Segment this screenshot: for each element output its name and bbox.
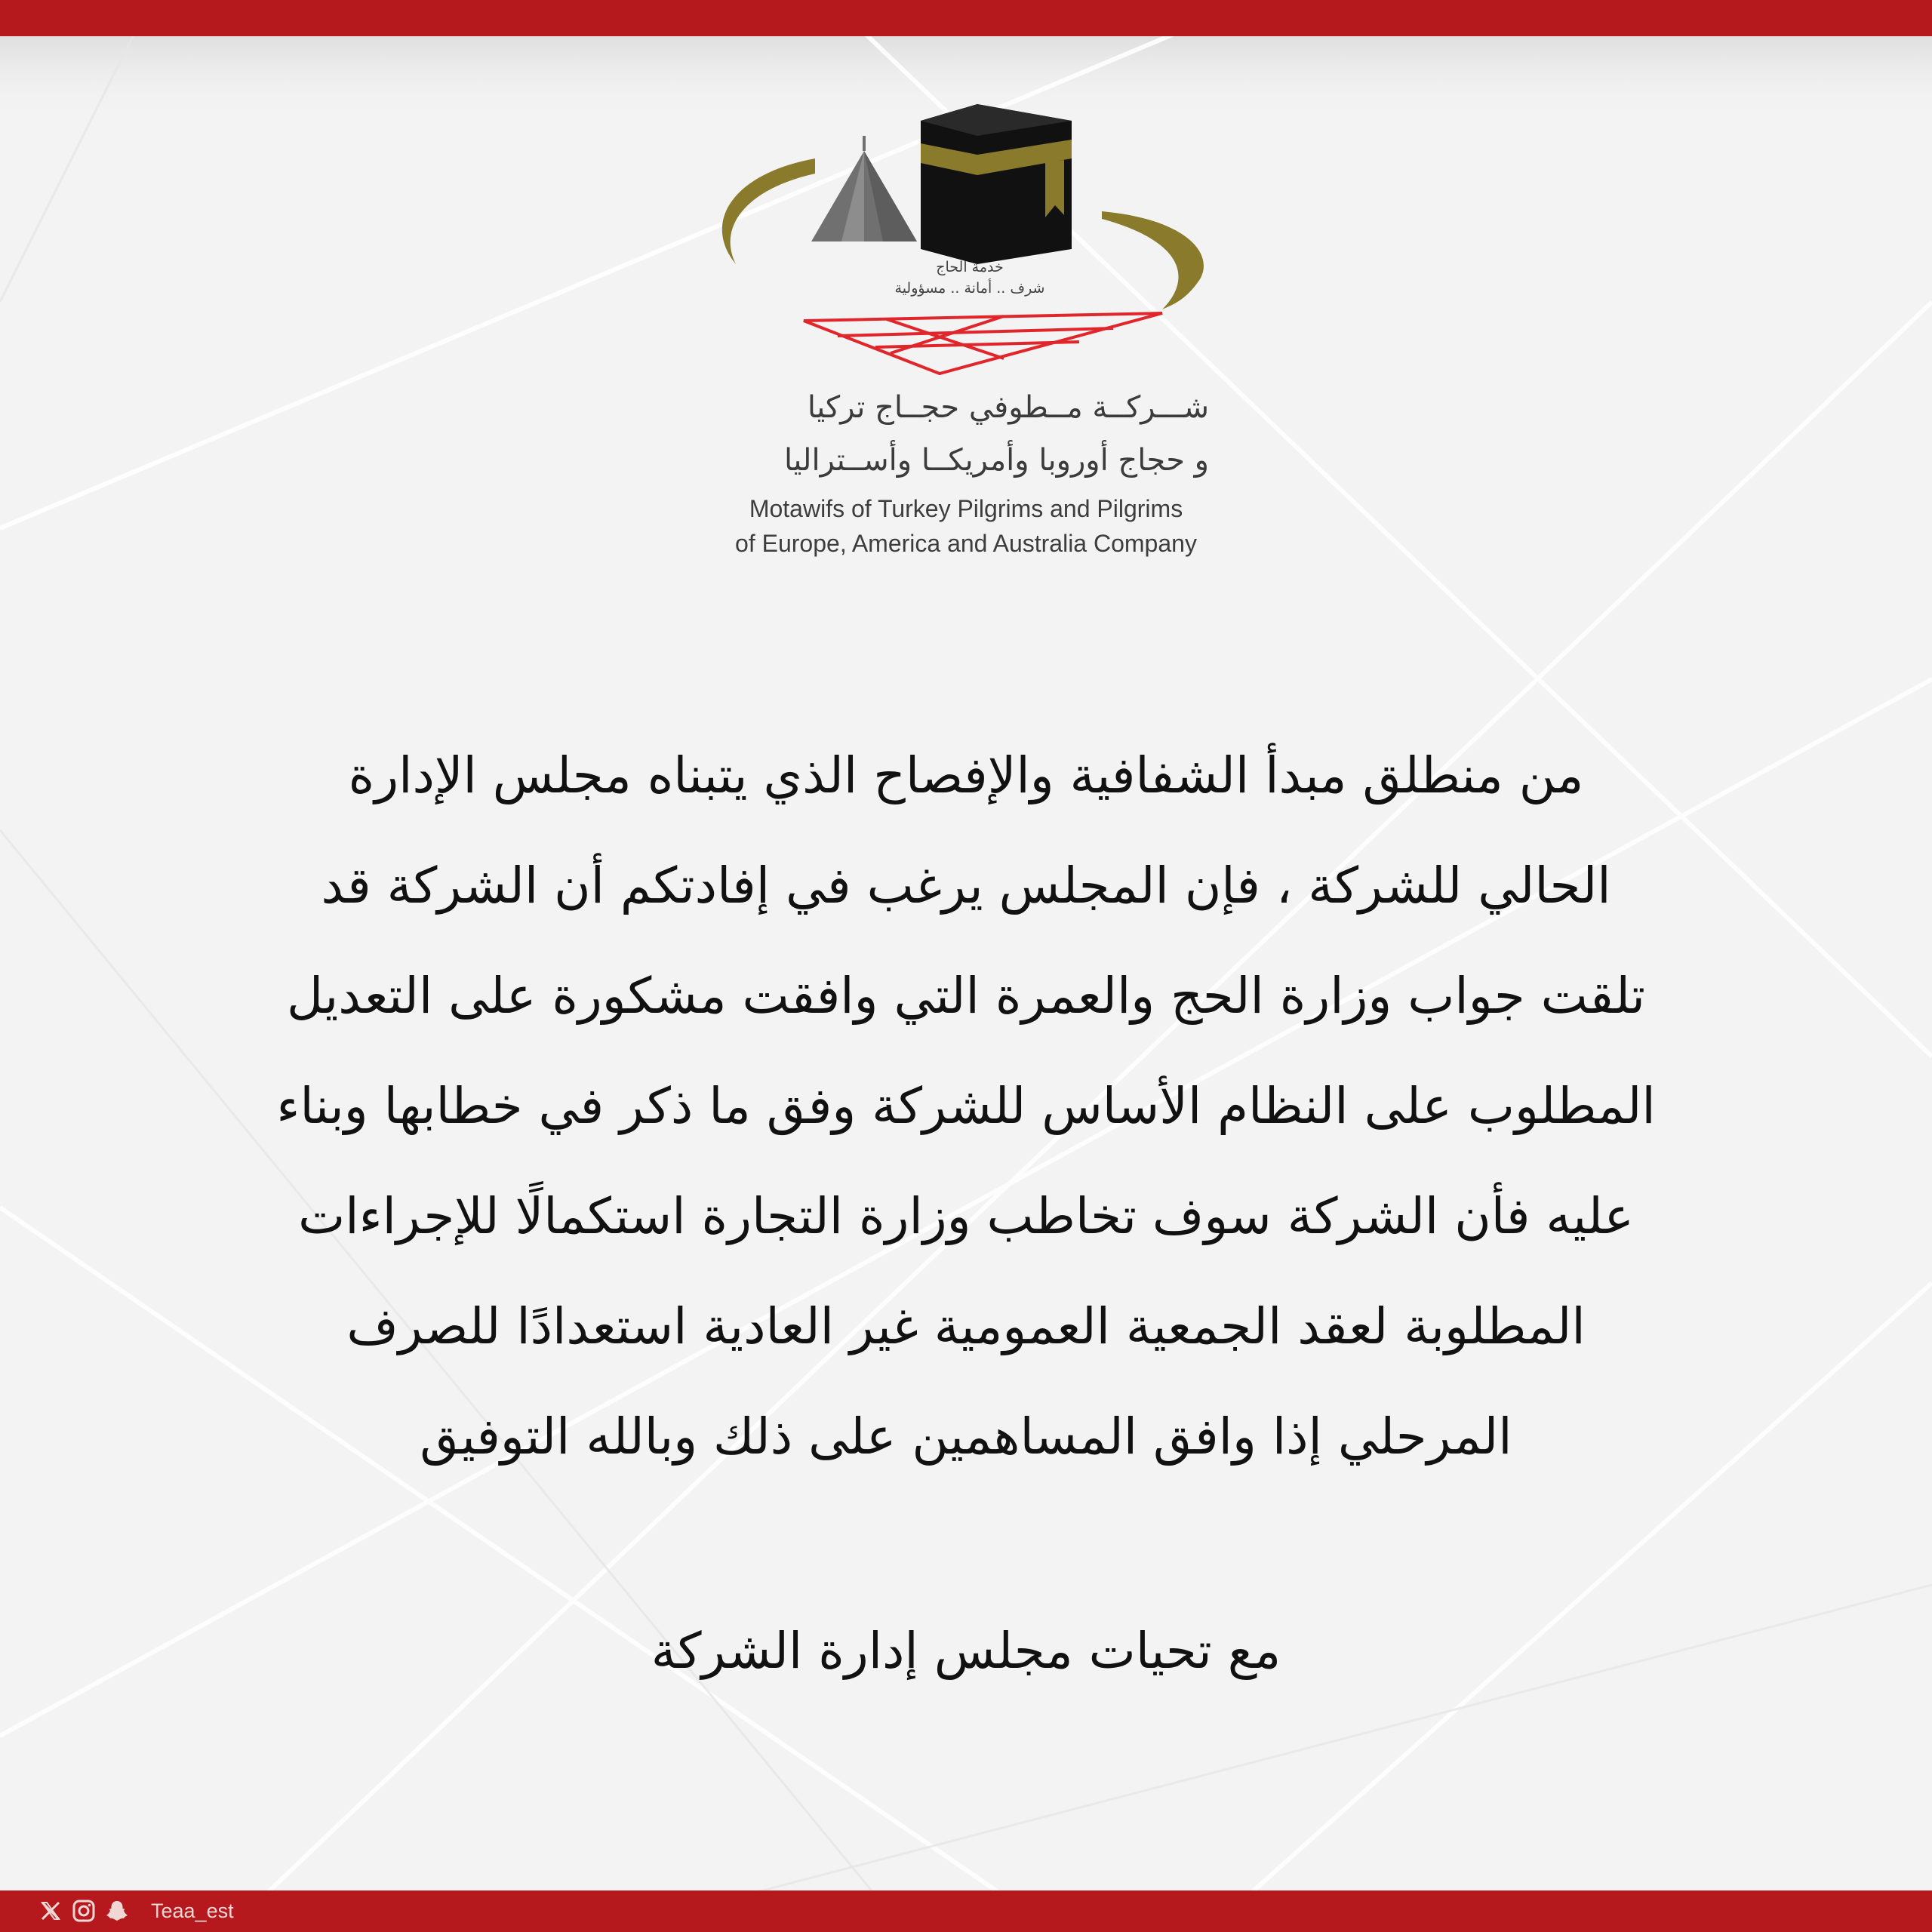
bottom-brand-bar	[0, 1890, 1932, 1932]
left-gold-swoosh	[722, 158, 815, 264]
announcement-line: من منطلق مبدأ الشفافية والإفصاح الذي يتبناه مجلس الإدارة	[348, 746, 1584, 804]
social-footer	[38, 1896, 234, 1926]
announcement-line: عليه فأن الشركة سوف تخاطب وزارة التجارة استكمالًا للإجراءات	[298, 1187, 1634, 1245]
logo-tagline-2: شرف .. أمانة .. مسؤولية	[894, 280, 1045, 297]
closing-signature: مع تحيات مجلس إدارة الشركة	[651, 1622, 1281, 1680]
announcement-line: المطلوب على النظام الأساس للشركة وفق ما ذكر في خطابها وبناء	[276, 1077, 1656, 1135]
company-name-ar-2: و حجاج أوروبا وأمريكــا وأســتراليا	[784, 443, 1209, 478]
logo-tagline-1: خدمة الحاج	[936, 259, 1004, 275]
announcement-line: الحالي للشركة ، فإن المجلس يرغب في إفادتكم أن الشركة قد	[321, 857, 1611, 915]
company-name-en-2: of Europe, America and Australia Company	[735, 530, 1197, 557]
grid-floor-icon	[804, 313, 1162, 374]
company-name-en-1: Motawifs of Turkey Pilgrims and Pilgrims	[749, 495, 1183, 522]
instagram-icon[interactable]	[71, 1898, 97, 1924]
announcement-line: المطلوبة لعقد الجمعية العمومية غير العادية استعدادًا للصرف	[346, 1297, 1586, 1355]
announcement-line: المرحلي إذا وافق المساهمين على ذلك وبالله التوفيق	[420, 1407, 1512, 1466]
x-icon[interactable]	[38, 1898, 63, 1924]
company-name-ar-1: شـــركــة مــطوفي حجــاج تركيا	[807, 390, 1209, 425]
social-handle[interactable]: Teaa_est	[151, 1899, 234, 1922]
announcement-body	[98, 721, 1834, 1492]
kaaba-icon	[921, 104, 1072, 264]
tent-icon	[811, 136, 917, 242]
snapchat-icon[interactable]	[104, 1898, 130, 1924]
top-brand-bar	[0, 0, 1932, 36]
announcement-line: تلقت جواب وزارة الحج والعمرة التي وافقت مشكورة على التعديل	[286, 967, 1646, 1025]
right-gold-swoosh	[1102, 211, 1204, 309]
logo-wordmark	[702, 381, 1230, 561]
